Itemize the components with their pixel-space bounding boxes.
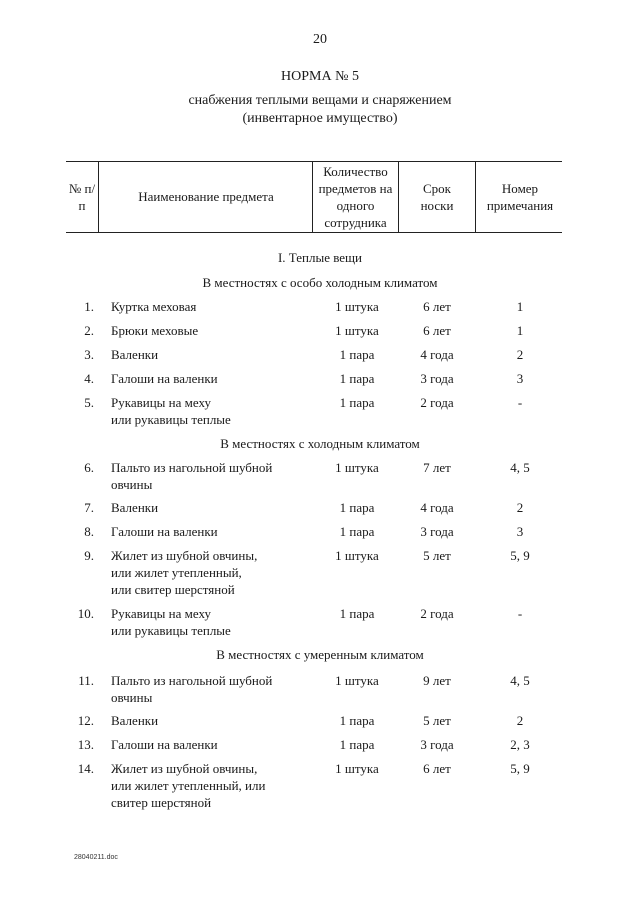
item-quantity: 1 пара: [339, 395, 375, 410]
item-name: Жилет из шубной овчины, или жилет утепленный, или свитер шерстяной: [111, 548, 258, 597]
row-number: 14.: [77, 761, 94, 776]
item-quantity: 1 пара: [339, 713, 375, 728]
file-code: 28040211.doc: [74, 854, 118, 861]
row-number: 1.: [84, 299, 94, 314]
item-term: 7 лет: [423, 460, 451, 475]
item-name: Галоши на валенки: [111, 371, 218, 386]
item-quantity: 1 пара: [339, 500, 375, 515]
item-note: 5, 9: [510, 761, 530, 776]
item-note: 5, 9: [510, 548, 530, 563]
row-number: 12.: [77, 713, 94, 728]
item-term: 2 года: [420, 395, 454, 410]
item-term: 4 года: [420, 347, 454, 362]
header-note: Номер примечания: [486, 180, 554, 213]
item-note: 4, 5: [510, 460, 530, 475]
item-term: 5 лет: [423, 548, 451, 563]
item-term: 6 лет: [423, 299, 451, 314]
header-term: Срок носки: [420, 180, 454, 213]
row-number: 9.: [84, 548, 94, 563]
item-name: Галоши на валенки: [111, 737, 218, 752]
item-term: 6 лет: [423, 323, 451, 338]
item-name: Куртка меховая: [111, 299, 197, 314]
header-bottom-rule: [66, 232, 562, 233]
item-term: 9 лет: [423, 673, 451, 688]
group-title: В местностях с холодным климатом: [220, 436, 420, 451]
document-title: НОРМА № 5: [281, 69, 359, 84]
header-divider: [98, 161, 99, 232]
subtitle-line-1: снабжения теплыми вещами и снаряжением: [188, 93, 452, 108]
item-quantity: 1 штука: [335, 548, 379, 563]
item-quantity: 1 штука: [335, 299, 379, 314]
item-quantity: 1 пара: [339, 606, 375, 621]
item-name: Галоши на валенки: [111, 524, 218, 539]
item-name: Валенки: [111, 713, 159, 728]
item-term: 5 лет: [423, 713, 451, 728]
row-number: 3.: [84, 347, 94, 362]
item-note: 1: [516, 323, 524, 338]
subtitle-line-2: (инвентарное имущество): [242, 111, 398, 126]
item-name: Рукавицы на меху или рукавицы теплые: [111, 606, 231, 638]
row-number: 2.: [84, 323, 94, 338]
page-number: 20: [313, 32, 327, 47]
item-quantity: 1 пара: [339, 737, 375, 752]
item-name: Валенки: [111, 500, 159, 515]
item-name: Брюки меховые: [111, 323, 199, 338]
row-number: 10.: [77, 606, 94, 621]
item-note: -: [517, 606, 523, 621]
item-name: Пальто из нагольной шубной овчины: [111, 673, 273, 705]
item-term: 2 года: [420, 606, 454, 621]
header-divider: [398, 161, 399, 232]
header-num: № п/п: [68, 180, 96, 213]
item-note: 2, 3: [510, 737, 530, 752]
item-quantity: 1 пара: [339, 524, 375, 539]
item-name: Рукавицы на меху или рукавицы теплые: [111, 395, 231, 427]
item-note: 2: [516, 713, 524, 728]
group-title: В местностях с особо холодным климатом: [202, 275, 438, 290]
item-note: 4, 5: [510, 673, 530, 688]
item-note: 3: [516, 524, 524, 539]
row-number: 11.: [78, 673, 94, 688]
item-name: Пальто из нагольной шубной овчины: [111, 460, 273, 492]
item-term: 3 года: [420, 524, 454, 539]
item-quantity: 1 штука: [335, 323, 379, 338]
row-number: 8.: [84, 524, 94, 539]
section-title: I. Теплые вещи: [277, 250, 363, 265]
item-name: Валенки: [111, 347, 159, 362]
row-number: 4.: [84, 371, 94, 386]
header-divider: [475, 161, 476, 232]
row-number: 6.: [84, 460, 94, 475]
item-note: 3: [516, 371, 524, 386]
row-number: 13.: [77, 737, 94, 752]
item-quantity: 1 штука: [335, 673, 379, 688]
item-note: 2: [516, 347, 524, 362]
item-term: 3 года: [420, 737, 454, 752]
item-note: -: [517, 395, 523, 410]
item-note: 1: [516, 299, 524, 314]
header-name: Наименование предмета: [138, 189, 274, 204]
item-term: 3 года: [420, 371, 454, 386]
group-title: В местностях с умеренным климатом: [216, 647, 424, 662]
row-number: 5.: [84, 395, 94, 410]
item-name: Жилет из шубной овчины, или жилет утепленный, или свитер шерстяной: [111, 761, 266, 810]
item-quantity: 1 пара: [339, 371, 375, 386]
item-quantity: 1 пара: [339, 347, 375, 362]
item-quantity: 1 штука: [335, 761, 379, 776]
row-number: 7.: [84, 500, 94, 515]
item-term: 6 лет: [423, 761, 451, 776]
item-note: 2: [516, 500, 524, 515]
item-term: 4 года: [420, 500, 454, 515]
document-subtitle: [0, 92, 640, 128]
item-quantity: 1 штука: [335, 460, 379, 475]
header-qty: Количество предметов на одного сотрудника: [318, 163, 393, 230]
